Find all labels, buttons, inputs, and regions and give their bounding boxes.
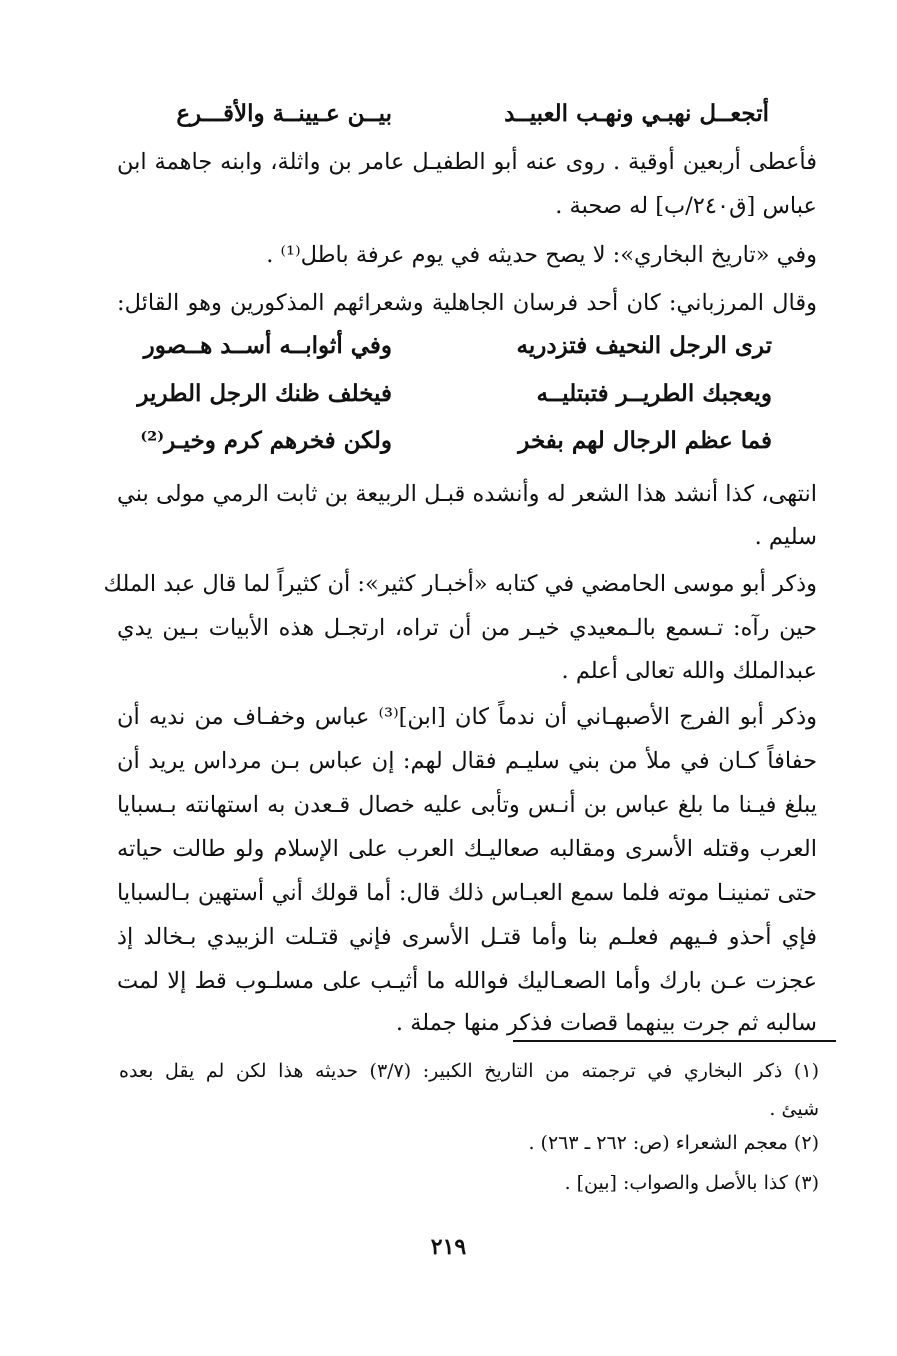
footnote-3: (٣) كذا بالأصل والصواب: [بين] . [564,1172,819,1194]
footnote-1-continuation: شيئ . [769,1098,819,1120]
text-line: فإي أحذو فـيهم فعلـم بنا وأما قتـل الأسرى فإني قتـلت الزبيدي بـخالد إذ [117,924,817,950]
text-line: سالبه ثم جرت بينهما قصات فذكر منها جملة . [395,1010,817,1036]
verse-hemistich-left: وفي أثوابــه أســد هــصور [143,332,392,359]
text-line: وذكر أبو الفرج الأصبهـاني أن ندماً كان [ابن]⁽³⁾ عباس وخفـاف من نديه أن [117,704,817,730]
text-line: يبلغ فيـنا ما بلغ عباس بن أنـس وتأبى عليه خصال قـعدن به استهانته بـسبايا [117,792,817,818]
text-line: انتهى، كذا أنشد هذا الشعر له وأنشده قبـل الربيعة بن ثابت الرمي مولى بني [117,481,817,507]
verse-hemistich-right: ويعجبك الطريــر فتبتليــه [536,380,772,407]
text-line: وذكر أبو موسى الحامضي في كتابه «أخبـار كثير»: أن كثيراً لما قال عبد الملك [103,571,817,597]
verse-hemistich-left: ولكن فخرهم كرم وخيـر⁽²⁾ [140,427,392,454]
text-line: حتى تمنينـا موته فلما سمع العبـاس ذلك قال: أما قولك أني أستهين بـالسبايا [117,880,817,906]
verse-hemistich-left: بيــن عـيينــة والأقـــرع [176,100,392,127]
text-line: سليم . [754,524,817,550]
text-line: عبدالملك والله تعالى أعلم . [561,658,817,684]
poem-verse [0,380,897,420]
page-number: ٢١٩ [430,1234,467,1260]
text-line: عباس [ق٢٤٠/ب] له صحبة . [555,193,817,219]
text-line: وفي «تاريخ البخاري»: لا يصح حديثه في يوم عرفة باطل⁽¹⁾ . [266,242,817,268]
verse-hemistich-right: ترى الرجل النحيف فتزدريه [516,332,772,359]
verse-hemistich-right: فما عظم الرجال لهم بفخر [518,427,772,454]
text-line: وقال المرزباني: كان أحد فرسان الجاهلية وشعرائهم المذكورين وهو القائل: [117,290,817,316]
text-line: فأعطى أربعين أوقية . روى عنه أبو الطفيـل عامر بن واثلة، وابنه جاهمة ابن [117,149,817,175]
footnote-1: (١) ذكر البخاري في ترجمته من التاريخ الكبير: (٣/٧) حديثه هذا لكن لم يقل بعده [119,1060,819,1082]
poem-verse [0,427,897,467]
footnote-2: (٢) معجم الشعراء (ص: ٢٦٢ ـ ٢٦٣) . [528,1132,819,1154]
footnote-separator [513,1040,836,1042]
text-line: العرب وقتله الأسرى ومقالبه صعاليـك العرب على الإسلام ولو طالت حياته [117,836,817,862]
text-line: حفافاً كـان في ملأ من بني سليـم فقال لهم: إن عباس بـن مرداس يريد أن [117,748,817,774]
text-line: حين رآه: تـسمع بالـمعيدي خيـر من أن تراه، ارتجـل هذه الأبيات بـين يدي [117,615,817,641]
verse-hemistich-left: فيخلف ظنك الرجل الطرير [137,380,392,407]
text-line: عجزت عـن بارك وأما الصعـاليك فوالله ما أثيـب على مسلـوب قط إلا لمت [117,968,817,994]
header-verse [0,100,897,140]
verse-hemistich-right: أتجعــل نهبـي ونهـب العبيــد [504,100,769,127]
poem-verse [0,332,897,372]
